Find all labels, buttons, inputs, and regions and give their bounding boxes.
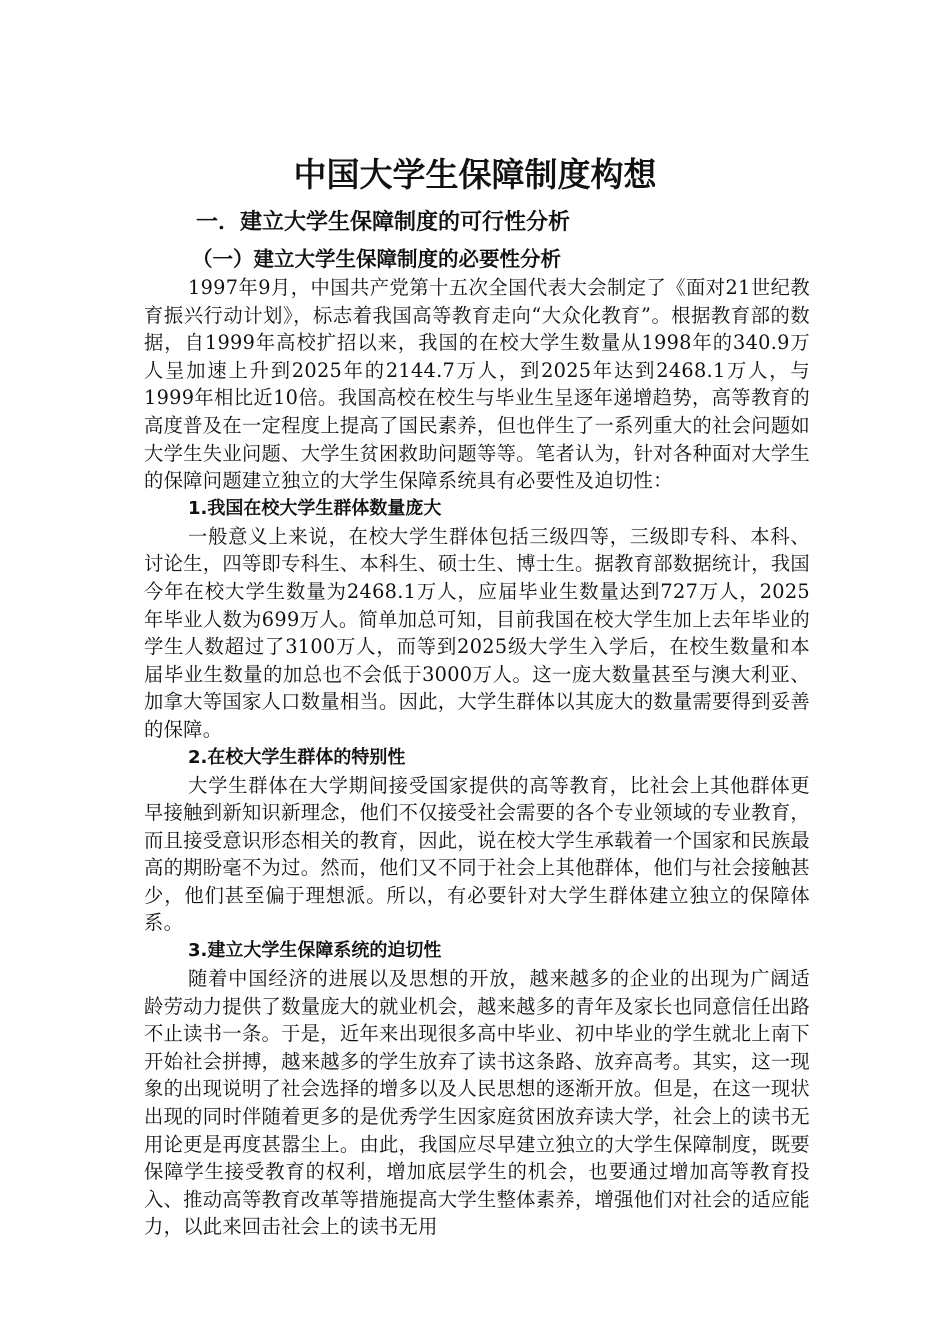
point-2-paragraph: 大学生群体在大学期间接受国家提供的高等教育，比社会上其他群体更早接触到新知识新理念，他们不仅接受社会需要的各个专业领域的专业教育，而且接受意识形态相关的教育，因此，说在校大学生承载着一个国家和民族最高的期盼毫不为过。然而，他们又不同于社会上其他群体，他们与社会接触甚少，他们甚至偏于理想派。所以，有必要针对大学生群体建立独立的保障体系。 bbox=[144, 773, 810, 935]
document-title: 中国大学生保障制度构想 bbox=[293, 155, 657, 194]
point-3-heading: 3.建立大学生保障系统的迫切性 bbox=[188, 940, 442, 962]
point-2-heading: 2.在校大学生群体的特别性 bbox=[188, 746, 406, 768]
subsection-heading: （一）建立大学生保障制度的必要性分析 bbox=[192, 247, 561, 271]
point-1-heading: 1.我国在校大学生群体数量庞大 bbox=[188, 497, 442, 519]
point-3-paragraph: 随着中国经济的进展以及思想的开放，越来越多的企业的出现为广阔适龄劳动力提供了数量庞大的就业机会，越来越多的青年及家长也同意信任出路不止读书一条。于是，近年来出现很多高中毕业、初中毕业的学生就北上南下开始社会拼搏，越来越多的学生放弃了读书这条路、放弃高考。其实，这一现象的出现说明了社会选择的增多以及人民思想的逐渐开放。但是，在这一现状出现的同时伴随着更多的是优秀学生因家庭贫困放弃读大学，社会上的读书无用论更是再度甚嚣尘上。由此，我国应尽早建立独立的大学生保障制度，既要保障学生接受教育的权利，增加底层学生的机会，也要通过增加高等教育投入、推动高等教育改革等措施提高大学生整体素养，增强他们对社会的适应能力，以此来回击社会上的读书无用 bbox=[144, 967, 810, 1239]
section-heading: 一．建立大学生保障制度的可行性分析 bbox=[196, 210, 571, 235]
intro-paragraph: 1997年9月，中国共产党第十五次全国代表大会制定了《面对21世纪教育振兴行动计划》，标志着我国高等教育走向“大众化教育”。根据教育部的数据，自1999年高校扩招以来，我国的在校大学生数量从1998年的340.9万人呈加速上升到2025年的2144.7万人，到2025年达到2468.1万人，与1999年相比近10倍。我国高校在校生与毕业生呈逐年递增趋势，高等教育的高度普及在一定程度上提高了国民素养，但也伴生了一系列重大的社会问题如大学生失业问题、大学生贫困救助问题等等。笔者认为，针对各种面对大学生的保障问题建立独立的大学生保障系统具有必要性及迫切性： bbox=[144, 276, 810, 493]
document-body bbox=[144, 206, 810, 1241]
point-1-paragraph: 一般意义上来说，在校大学生群体包括三级四等，三级即专科、本科、讨论生，四等即专科生、本科生、硕士生、博士生。据教育部数据统计，我国今年在校大学生数量为2468.1万人，应届毕业生数量达到727万人，2025年毕业人数为699万人。简单加总可知，目前我国在校大学生加上去年毕业的学生人数超过了3100万人，而等到2025级大学生入学后，在校生数量和本届毕业生数量的加总也不会低于3000万人。这一庞大数量甚至与澳大利亚、加拿大等国家人口数量相当。因此，大学生群体以其庞大的数量需要得到妥善的保障。 bbox=[144, 524, 810, 741]
